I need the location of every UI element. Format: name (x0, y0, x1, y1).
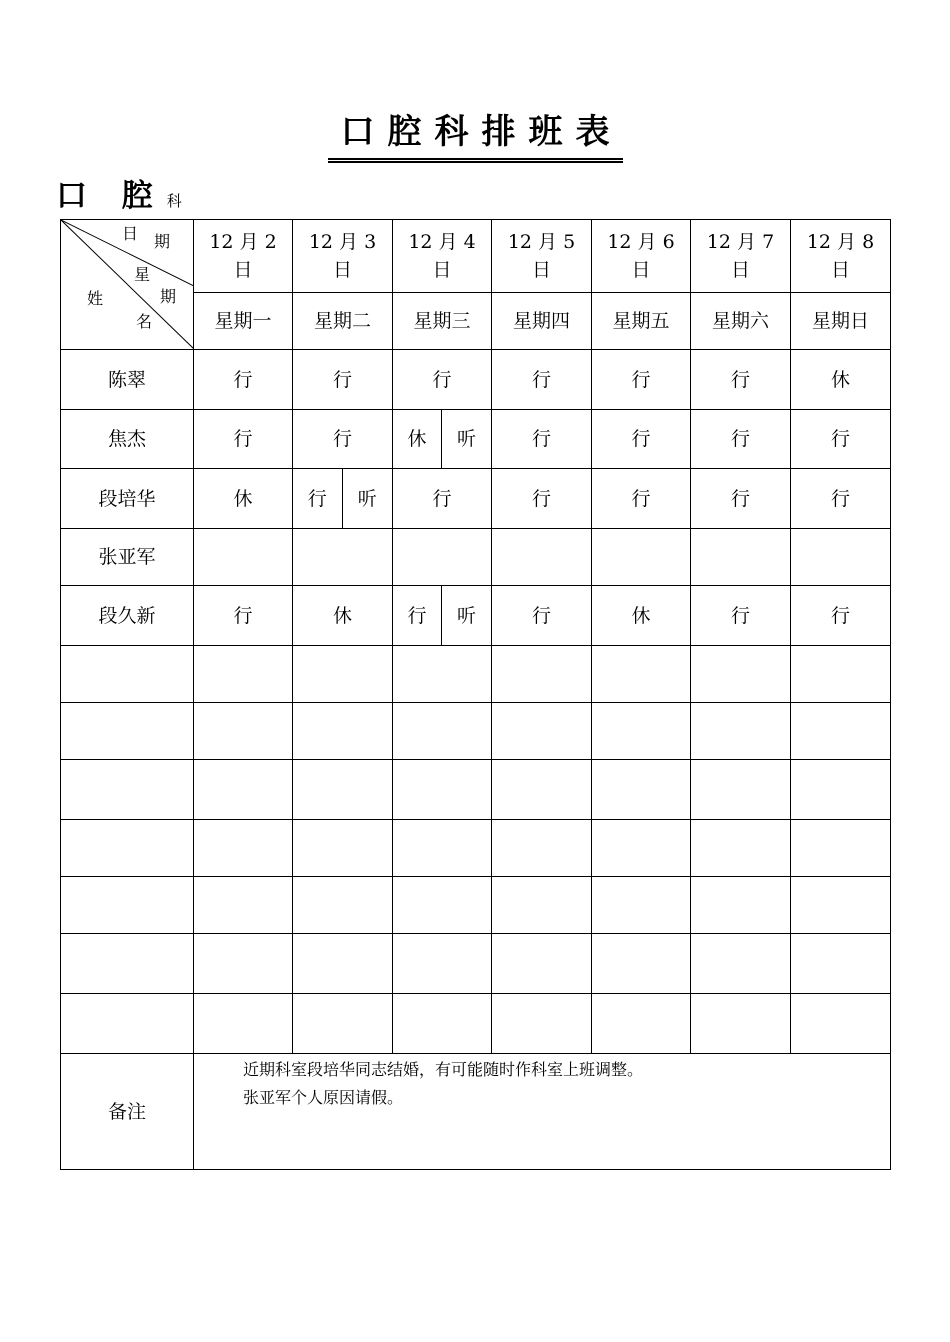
shift-cell: 行 (293, 350, 393, 410)
empty-row (61, 820, 891, 877)
date-header: 12 月 8 日 (791, 220, 891, 293)
shift-cell: 行 (393, 350, 492, 410)
weekday-header: 星期三 (393, 293, 492, 350)
empty-row (61, 703, 891, 760)
corner-word-name-2: 名 (136, 312, 153, 331)
shift-cell: 行 (691, 410, 791, 469)
shift-cell: 行 (492, 469, 592, 529)
shift-half: 听 (357, 487, 377, 510)
shift-cell: 行 (293, 410, 393, 469)
staff-name: 陈翠 (61, 350, 194, 410)
shift-cell: 休 (592, 586, 691, 646)
shift-cell: 行 (592, 469, 691, 529)
shift-half: 听 (456, 428, 476, 450)
corner-word-date-1: 日 (122, 224, 139, 243)
shift-cell: 行 (592, 410, 691, 469)
shift-cell-split (293, 469, 393, 529)
shift-cell (393, 529, 492, 586)
shift-cell (492, 529, 592, 586)
department-name: 口 腔 (56, 178, 165, 214)
department-suffix: 科 (166, 192, 182, 210)
shift-cell: 休 (791, 350, 891, 410)
staff-name: 段培华 (61, 469, 194, 529)
table-row (61, 410, 891, 469)
weekday-header: 星期日 (791, 293, 891, 350)
shift-cell-split (393, 586, 492, 646)
header-row-dates (61, 220, 891, 293)
corner-word-week-1: 星 (134, 265, 151, 284)
weekday-header: 星期六 (691, 293, 791, 350)
weekday-header: 星期一 (194, 293, 293, 350)
shift-cell: 行 (492, 410, 592, 469)
empty-row (61, 934, 891, 994)
staff-name: 张亚军 (61, 529, 194, 586)
page-title: 口腔科排班表 (328, 110, 623, 163)
shift-half: 行 (293, 469, 343, 528)
header-corner-cell (61, 220, 194, 350)
remarks-content (194, 1054, 891, 1170)
shift-cell: 休 (293, 586, 393, 646)
schedule-table (60, 219, 891, 1170)
corner-word-week-2: 期 (160, 287, 177, 306)
remarks-row (61, 1054, 891, 1170)
staff-name: 段久新 (61, 586, 194, 646)
shift-cell-split (393, 410, 492, 469)
corner-word-date-2: 期 (154, 232, 171, 251)
table-row (61, 469, 891, 529)
shift-cell (194, 529, 293, 586)
date-header: 12 月 3 日 (293, 220, 393, 293)
remarks-line: 张亚军个人原因请假。 (243, 1088, 404, 1107)
shift-cell: 行 (592, 350, 691, 410)
shift-cell: 行 (691, 469, 791, 529)
empty-row (61, 760, 891, 820)
weekday-header: 星期四 (492, 293, 592, 350)
remarks-line: 近期科室段培华同志结婚，有可能随时作科室上班调整。 (243, 1060, 644, 1079)
shift-half: 行 (393, 586, 442, 645)
shift-half: 休 (393, 410, 442, 468)
staff-name: 焦杰 (61, 410, 194, 469)
shift-cell: 行 (791, 586, 891, 646)
shift-cell: 行 (194, 586, 293, 646)
weekday-header: 星期五 (592, 293, 691, 350)
date-header: 12 月 4 日 (393, 220, 492, 293)
shift-cell: 行 (791, 410, 891, 469)
shift-cell: 行 (492, 350, 592, 410)
corner-word-name-1: 姓 (87, 289, 104, 308)
shift-cell (592, 529, 691, 586)
shift-cell (791, 529, 891, 586)
date-header: 12 月 7 日 (691, 220, 791, 293)
page-title-wrap (0, 110, 950, 163)
shift-cell: 行 (492, 586, 592, 646)
date-header: 12 月 2 日 (194, 220, 293, 293)
shift-cell: 行 (791, 469, 891, 529)
date-header: 12 月 6 日 (592, 220, 691, 293)
table-row (61, 350, 891, 410)
shift-cell: 休 (194, 469, 293, 529)
table-row (61, 529, 891, 586)
shift-cell: 行 (194, 350, 293, 410)
shift-cell: 行 (691, 586, 791, 646)
department-label (56, 170, 182, 215)
shift-half: 听 (456, 604, 476, 627)
shift-cell: 行 (194, 410, 293, 469)
empty-row (61, 994, 891, 1054)
date-header: 12 月 5 日 (492, 220, 592, 293)
empty-row (61, 646, 891, 703)
empty-row (61, 877, 891, 934)
table-row (61, 586, 891, 646)
weekday-header: 星期二 (293, 293, 393, 350)
shift-cell: 行 (393, 469, 492, 529)
shift-cell (293, 529, 393, 586)
remarks-label: 备注 (61, 1054, 194, 1170)
shift-cell: 行 (691, 350, 791, 410)
shift-cell (691, 529, 791, 586)
